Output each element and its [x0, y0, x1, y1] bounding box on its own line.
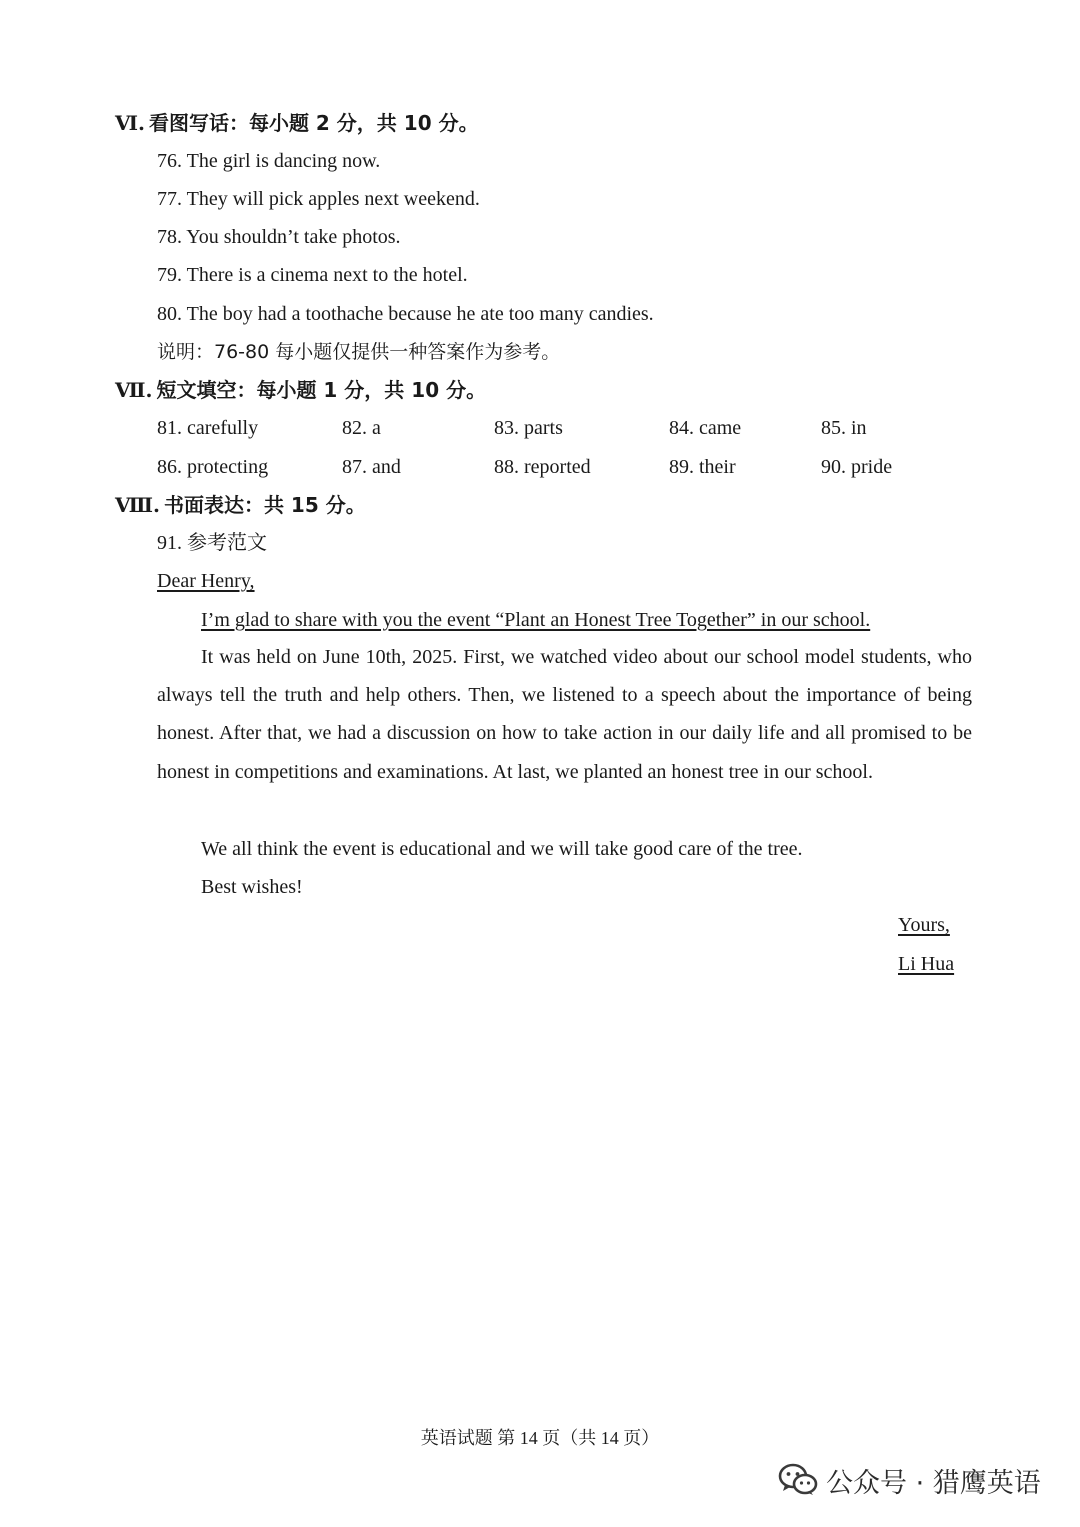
section-6-number: Ⅵ.	[115, 111, 145, 135]
answer-83: 83. parts	[494, 417, 563, 439]
answer-77: 77. They will pick apples next weekend.	[157, 188, 480, 210]
answer-79: 79. There is a cinema next to the hotel.	[157, 264, 468, 286]
letter-body-text: It was held on June 10th, 2025. First, we watched video about our school model students, who always tell the truth and help others. Then, we listened to a speech about the importance of being honest. After that, we had a discussion on how to take action in our daily life and all promised to be honest in competitions and examinations. At last, we planted an honest tree in our school.	[157, 646, 972, 783]
section-8-number: Ⅷ.	[115, 493, 160, 517]
letter-opening: I’m glad to share with you the event “Plant an Honest Tree Together” in our school.	[201, 609, 871, 631]
answer-84: 84. came	[669, 417, 742, 439]
section-8-title: 书面表达：共 15 分。	[163, 493, 366, 517]
section-6-title: 看图写话：每小题 2 分，共 10 分。	[148, 111, 479, 135]
wechat-icon	[778, 1463, 818, 1497]
answer-80: 80. The boy had a toothache because he ate too many candies.	[157, 303, 654, 325]
section-8-heading	[115, 493, 366, 517]
letter-greeting: Dear Henry,	[157, 570, 255, 592]
answer-82: 82. a	[342, 417, 381, 439]
answer-78: 78. You shouldn’t take photos.	[157, 226, 401, 248]
section-6-note: 说明：76-80 每小题仅提供一种答案作为参考。	[157, 341, 561, 363]
letter-signature: Li Hua	[898, 953, 955, 975]
answer-76: 76. The girl is dancing now.	[157, 150, 381, 172]
answer-86: 86. protecting	[157, 456, 269, 478]
answer-85: 85. in	[821, 417, 867, 439]
section-6-heading	[115, 111, 479, 135]
letter-closing-line: We all think the event is educational and we will take good care of the tree.	[201, 838, 803, 860]
section-7-number: Ⅶ.	[115, 378, 153, 402]
page-footer: 英语试题 第 14 页（共 14 页）	[420, 1428, 660, 1448]
answer-81: 81. carefully	[157, 417, 259, 439]
letter-sign-off: Yours,	[898, 914, 950, 936]
answer-89: 89. their	[669, 456, 736, 478]
answer-90: 90. pride	[821, 456, 893, 478]
section-7-title: 短文填空：每小题 1 分，共 10 分。	[156, 378, 487, 402]
letter-body	[157, 638, 972, 791]
answer-88: 88. reported	[494, 456, 591, 478]
watermark-text: 公众号 · 猎鹰英语	[826, 1467, 1041, 1499]
letter-wishes: Best wishes!	[201, 876, 303, 898]
item-91-label: 91. 参考范文	[157, 532, 267, 554]
answer-87: 87. and	[342, 456, 401, 478]
section-7-heading	[115, 378, 486, 402]
watermark	[778, 1462, 1041, 1498]
